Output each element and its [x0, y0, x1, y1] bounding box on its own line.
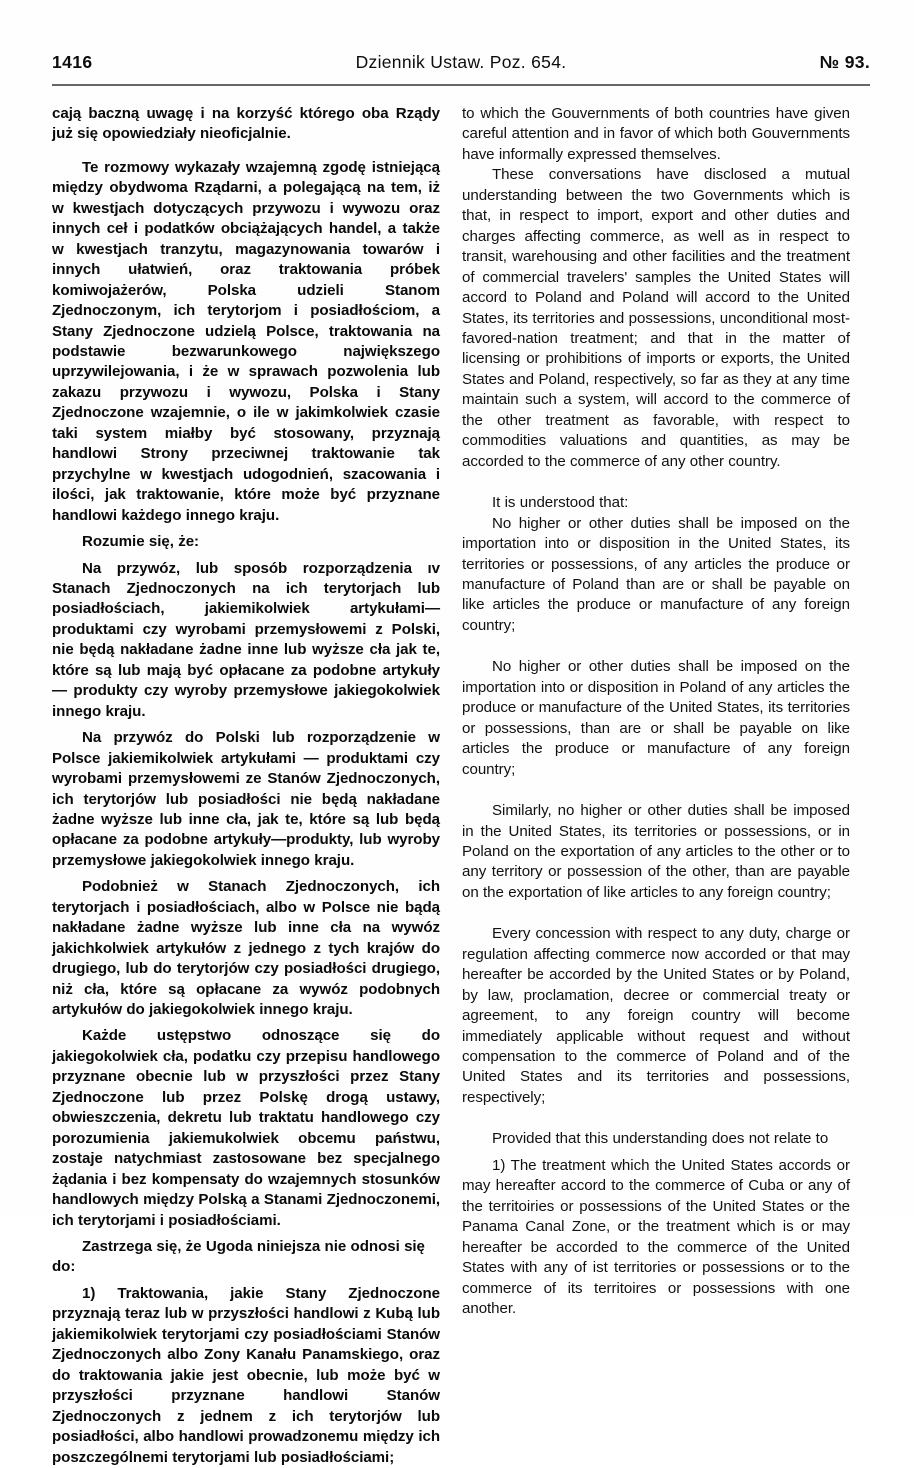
paragraph: It is understood that:	[492, 494, 629, 512]
column-polish	[52, 104, 440, 1466]
paragraph: Na przywóz do Polski lub rozporządzenie w Polsce jakiemikolwiek artykułami — produktami czy wyrobami przemysłowemi ze Stanów Zjednoczonych, ich terytorjów lub posiadłości nie będą nakładane żadne wyższe lub inne cła, jak te, które są lub będą opłacane za podobne artykuły—produkty, lub wyroby przemysłowe jakiegokolwiek innego kraju.	[52, 729, 440, 869]
paragraph: Provided that this understanding does not relate to	[492, 1130, 829, 1148]
paragraph: No higher or other duties shall be imposed on the importation into or disposition in the United States, its territories or possessions, of any articles the produce or manufacture of Poland than are or shall be payable on like articles the produce or manufacture of any foreign country;	[462, 514, 850, 634]
page-number: 1416	[52, 52, 93, 72]
issue-number: № 93.	[819, 52, 870, 72]
paragraph: Każde ustępstwo odnoszące się do jakiegokolwiek cła, podatku czy przepisu handlowego przyznane obecnie lub w przyszłości przez Stany Zjednoczone lub przez Polskę drogą ustawy, obwieszczenia, dekretu lub traktatu handlowego czy porozumienia jakiemukolwiek obcemu państwu, zostaje natychmiast zastosowane bez specjalnego żądania i bez kompensaty do wzajemnych stosunków handlowych między Polską a Stanami Zjednoczonemi, ich terytorjami i posiadłościami.	[52, 1027, 440, 1229]
paragraph: These conversations have disclosed a mutual understanding between the two Governments which is that, in respect to import, export and other duties and charges affecting commerce, as well as in respect to transit, warehousing and other facilities and the treatment of commercial travelers' samples the United States will accord to Poland and Poland will accord to the United States, its territories and possessions, unconditional most-favored-nation treatment; and that in the matter of licensing or prohibitions of imports or exports, the United States and Poland, respectively, so far as they at any time maintain such a system, will accord to the commerce of the other treatment as favorable, with respect to commodities valuations and quantities, as may be accorded to the commerce of any other country.	[462, 166, 850, 470]
paragraph: 1) Traktowania, jakie Stany Zjednoczone przyznają teraz lub w przyszłości handlowi z Kubą lub jakiemikolwiek terytorjami czy posiadłościami Stanów Zjednoczonych albo Zony Kanału Panamskiego, oraz do traktowania jakie jest obecnie, lub może być w przyszłości przyznane handlowi Stanów Zjednoczonych z jednem z ich terytorjów lub posiadłości, albo handlowi prowadzonemu między ich poszczególnemi terytorjami lub posiadłościami;	[52, 1284, 440, 1466]
body-columns	[52, 104, 870, 1466]
paragraph: Na przywóz, lub sposób rozporządzenia ıv Stanach Zjednoczonych na ich terytorjach lub posiadłościach, jakiemikolwiek artykułami—produktami czy wyrobami przemysłowemi z Polski, nie będą nakładane żadne inne lub wyższe cła jak te, które są lub mają być opłacane za podobne artykuły — produkty czy wyroby przemysłowe jakiegokolwiek innego kraju.	[52, 559, 440, 720]
paragraph: Podobnież w Stanach Zjednoczonych, ich terytorjach i posiadłościach, albo w Polsce nie bądą nakładane żadne wyższe lub inne cła na wywóz jakichkolwiek artykułów z jednego z tych krajów do drugiego, lub do terytorjów czy posiadłości drugiego, niż cła, które są opłacane za wywóz podobnych artykułów do jakiegokolwiek innego kraju.	[52, 878, 440, 1019]
paragraph: Zastrzega się, że Ugoda niniejsza nie odnosi się do:	[52, 1238, 425, 1276]
column-english	[462, 104, 850, 1318]
paragraph: cają baczną uwagę i na korzyść którego oba Rządy już się opowiedziały nieoficjalnie.	[52, 105, 440, 143]
running-head	[52, 52, 870, 78]
journal-title: Dziennik Ustaw. Poz. 654.	[355, 52, 567, 72]
paragraph: Rozumie się, że:	[82, 533, 200, 551]
paragraph: Similarly, no higher or other duties shall be imposed in the United States, its territories or possessions, or in Poland on the exportation of any articles to the other or to any territory or possession of the other, than are payable on the exportation of like articles to any foreign country;	[462, 802, 850, 901]
paragraph: Te rozmowy wykazały wzajemną zgodę istniejącą między obydwoma Rządarni, a polegającą na tem, iż w kwestjach dotyczących przywozu i wywozu oraz innych ceł i podatków obciążających handel, a także w kwestjach tranzytu, magazynowania towarów i innych ułatwień, oraz traktowania próbek komiwojażerów, Polska udzieli Stanom Zjednoczonym, ich terytorjom i posiadłościom, a Stany Zjednoczone udzielą Polsce, traktowania na podstawie bezwarunkowego największego uprzywilejowania, i że w sprawach pozwolenia lub zakazu przywozu i wywozu, Polska i Stany Zjednoczone wzajemnie, o ile w jakimkolwiek czasie taki system miałby być stosowany, przyznają handlowi Strony przeciwnej traktowanie tak przychylne w kwestjach udogodnień, szacowania i ilości, jak traktowanie, które może być przyznane handlowi każdego innego kraju.	[52, 158, 440, 524]
paragraph: Every concession with respect to any duty, charge or regulation affecting commerce now accorded or that may hereafter be accorded by the United States or by Poland, by law, proclamation, decree or commercial treaty or agreement, to any foreign country will become immediately applicable without request and without compensation to the commerce of Poland and of the United States and its territories and possessions, respectively;	[462, 925, 850, 1106]
paragraph: 1) The treatment which the United States accords or may hereafter accord to the commerce of Cuba or any of the territoiries or possessions of the United States or the Panama Canal Zone, or the treatment which is or may hereafter be accorded to the commerce of the United States with any of ist territories or possessions or to the commerce of its territoires or possessions with one another.	[462, 1156, 850, 1318]
paragraph: No higher or other duties shall be imposed on the importation into or disposition in Poland of any articles the produce or manufacture of the United States, its territories or possessions, than are or shall be payable on like articles the produce or manufacture of any foreign country;	[462, 658, 850, 778]
paragraph: to which the Gouvernments of both countries have given careful attention and in favor of which both Gouvernments have informally expressed themselves.	[462, 105, 850, 163]
header-rule	[52, 84, 870, 86]
